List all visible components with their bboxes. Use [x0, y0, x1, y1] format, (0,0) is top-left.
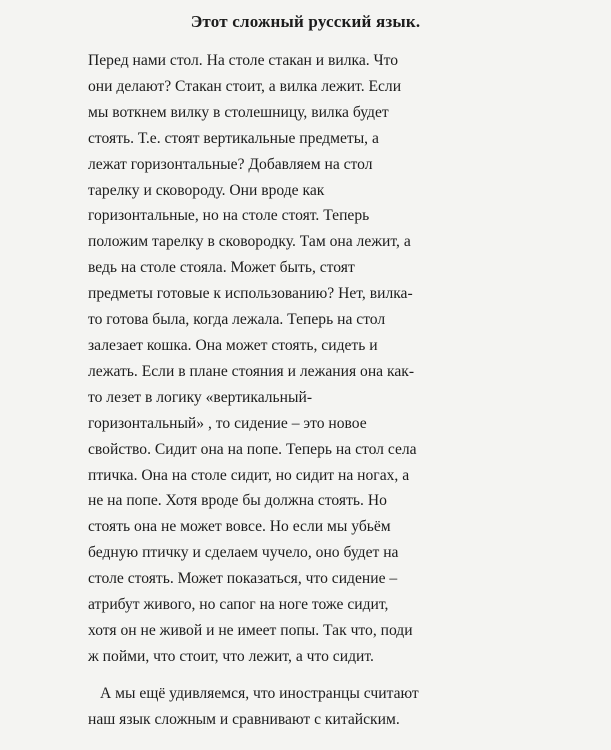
text-line: стоять. Т.е. стоят вертикальные предметы, а — [88, 129, 379, 147]
text-line: стоять она не может вовсе. Но если мы убьём — [88, 518, 391, 536]
text-line: А мы ещё удивляемся, что иностранцы считают — [100, 685, 419, 702]
text-line: бедную птичку и сделаем чучело, оно будет на — [88, 544, 399, 562]
text-line: лежат горизонтальные? Добавляем на стол — [88, 155, 373, 173]
text-line: не на попе. Хотя вроде бы должна стоять. Но — [88, 492, 387, 510]
main-paragraph — [88, 48, 558, 670]
text-line: птичка. Она на столе сидит, но сидит на ногах, а — [88, 466, 410, 484]
text-line: столе стоять. Может показаться, что сидение – — [88, 570, 398, 588]
text-line: то готова была, когда лежала. Теперь на стол — [88, 311, 386, 329]
text-line: горизонтальный» , то сидение – это новое — [88, 414, 367, 432]
text-line: Перед нами стол. На столе стакан и вилка. Что — [88, 52, 399, 69]
text-line: лежать. Если в плане стояния и лежания она как- — [88, 362, 415, 380]
text-line: ведь на столе стояла. Может быть, стоят — [88, 259, 355, 277]
document-title: Этот сложный русский язык. — [190, 12, 421, 31]
text-line: то лезет в логику «вертикальный- — [88, 388, 313, 406]
text-line: хотя он не живой и не имеет попы. Так что, поди — [88, 621, 413, 639]
text-line: они делают? Стакан стоит, а вилка лежит. Если — [88, 77, 402, 95]
text-line: горизонтальные, но на столе стоят. Теперь — [88, 207, 370, 225]
text-line: положим тарелку в сковородку. Там она лежит, а — [88, 233, 411, 251]
closing-paragraph — [88, 681, 558, 733]
text-line: мы воткнем вилку в столешницу, вилка будет — [88, 103, 389, 121]
text-line: атрибут живого, но сапог на ноге тоже сидит, — [88, 596, 389, 614]
text-line: предметы готовые к использованию? Нет, вилка- — [88, 285, 413, 303]
text-line: тарелку и сковороду. Они вроде как — [88, 181, 325, 199]
text-line: наш язык сложным и сравнивают с китайским. — [88, 710, 400, 728]
text-line: свойство. Сидит она на попе. Теперь на стол села — [88, 440, 417, 458]
text-line: залезает кошка. Она может стоять, сидеть и — [88, 336, 378, 354]
text-line: ж пойми, что стоит, что лежит, а что сидит. — [88, 647, 374, 665]
